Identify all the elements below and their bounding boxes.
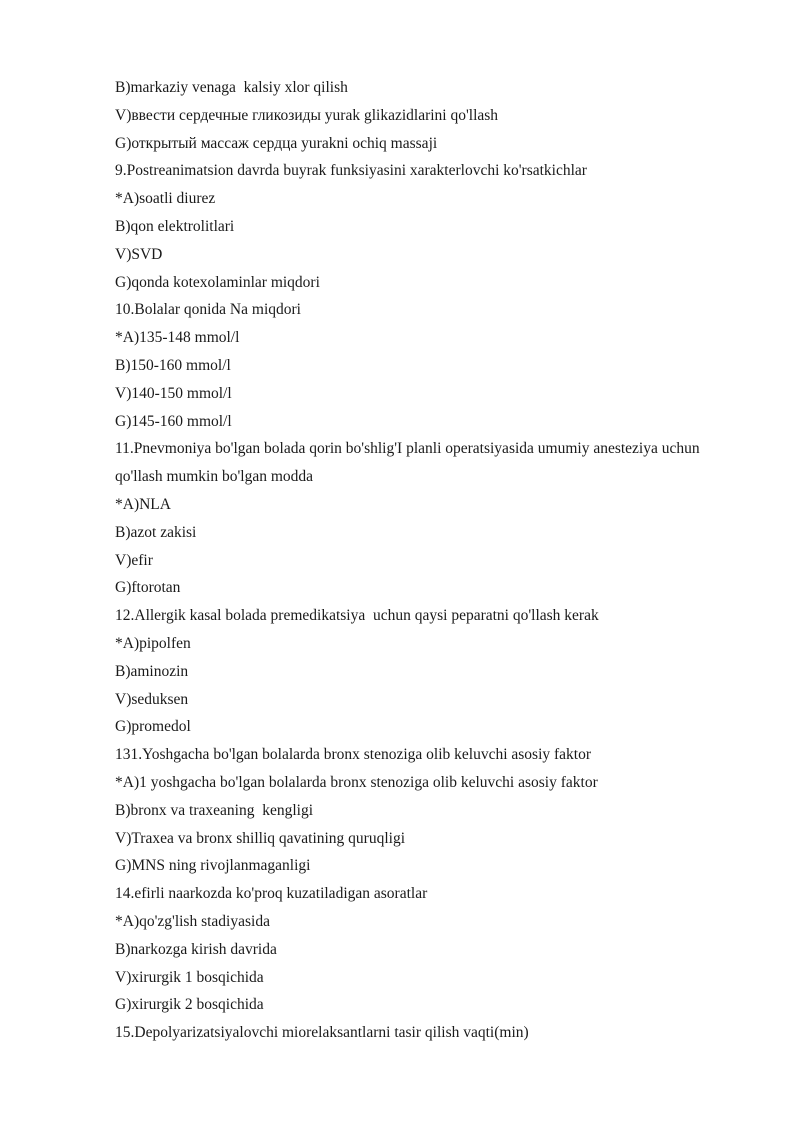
answer-option: G)ftorotan xyxy=(115,579,181,597)
question-list xyxy=(115,74,735,1047)
question-11: 11.Pnevmoniya bo'lgan bolada qorin bo'shlig'I planli operatsiyasida umumiy anesteziya uchun qo'llash mumkin bo'lgan modda xyxy=(115,440,700,486)
question-12: 12.Allergik kasal bolada premedikatsiya uchun qaysi peparatni qo'llash kerak xyxy=(115,607,599,625)
answer-option: B)aminozin xyxy=(115,662,189,680)
answer-option: G)promedol xyxy=(115,718,191,736)
answer-option: G)открытый массаж сердца yurakni ochiq massaji xyxy=(115,134,438,152)
answer-option: V)seduksen xyxy=(115,690,189,708)
answer-option: V)SVD xyxy=(115,245,163,263)
question-10: 10.Bolalar qonida Na miqdori xyxy=(115,301,301,319)
answer-option: *A)soatli diurez xyxy=(115,190,216,208)
answer-option: V)Traxea va bronx shilliq qavatining quruqligi xyxy=(115,829,406,847)
answer-option: G)MNS ning rivojlanmaganligi xyxy=(115,857,311,875)
answer-option: B)azot zakisi xyxy=(115,523,197,541)
answer-option: V)xirurgik 1 bosqichida xyxy=(115,968,264,986)
answer-option: V)140-150 mmol/l xyxy=(115,384,232,402)
answer-option: *A)NLA xyxy=(115,495,171,513)
answer-option: *A)qo'zg'lish stadiyasida xyxy=(115,912,270,930)
answer-option: G)145-160 mmol/l xyxy=(115,412,232,430)
answer-option: B)bronx va traxeaning kengligi xyxy=(115,801,314,819)
answer-option: B)narkozga kirish davrida xyxy=(115,940,277,958)
question-15: 15.Depolyarizatsiyalovchi miorelaksantlarni tasir qilish vaqti(min) xyxy=(115,1024,529,1042)
answer-option: V)efir xyxy=(115,551,153,569)
answer-option: *A)135-148 mmol/l xyxy=(115,329,240,347)
question-14: 14.efirli naarkozda ko'proq kuzatiladigan asoratlar xyxy=(115,885,428,903)
answer-option: V)ввести сердечные гликозиды yurak glikazidlarini qo'llash xyxy=(115,106,499,124)
answer-option: *A)1 yoshgacha bo'lgan bolalarda bronx stenoziga olib keluvchi asosiy faktor xyxy=(115,773,598,791)
answer-option: G)qonda kotexolaminlar miqdori xyxy=(115,273,320,291)
answer-option: B)qon elektrolitlari xyxy=(115,217,235,235)
answer-option: B)150-160 mmol/l xyxy=(115,356,231,374)
answer-option: G)xirurgik 2 bosqichida xyxy=(115,996,264,1014)
question-13: 131.Yoshgacha bo'lgan bolalarda bronx stenoziga olib keluvchi asosiy faktor xyxy=(115,746,592,764)
question-9: 9.Postreanimatsion davrda buyrak funksiyasini xarakterlovchi ko'rsatkichlar xyxy=(115,162,587,180)
answer-option: B)markaziy venaga kalsiy xlor qilish xyxy=(115,79,348,96)
answer-option: *A)pipolfen xyxy=(115,634,191,652)
